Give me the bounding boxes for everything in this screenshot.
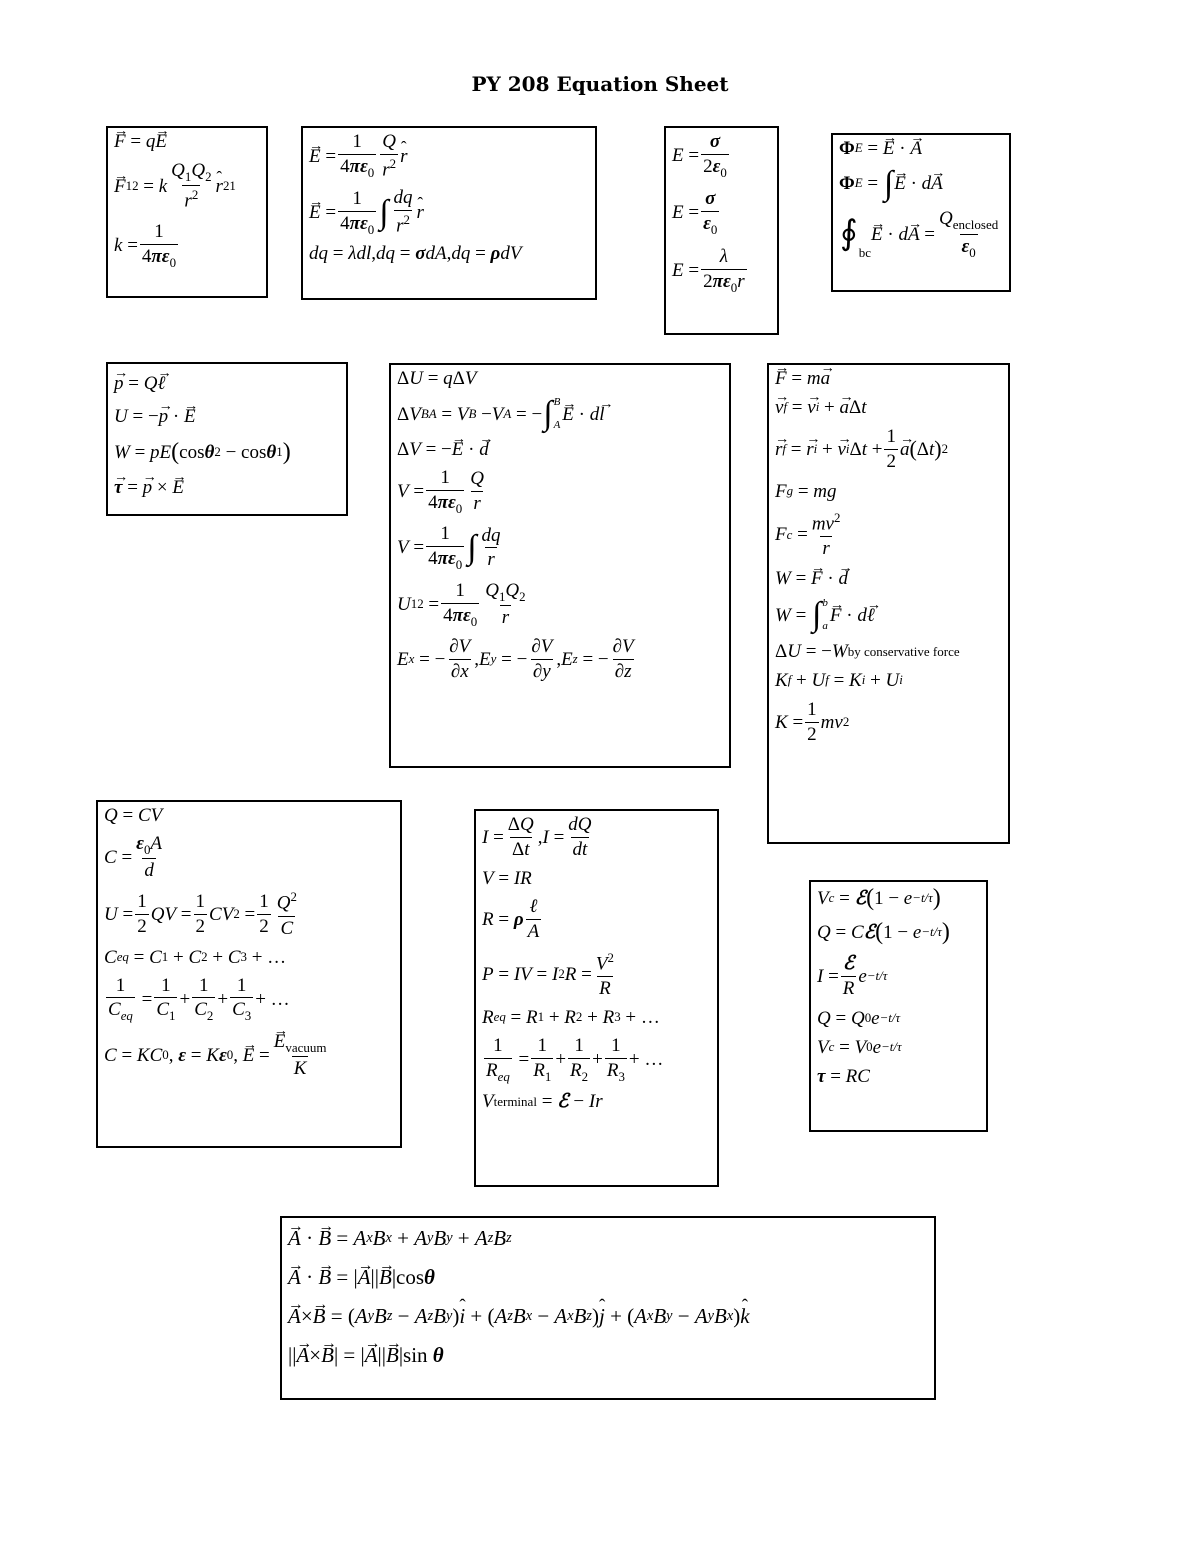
dipole-box [106, 362, 348, 516]
work-integral-equation: W = ∫ b a → F · d → ℓ [775, 598, 1002, 632]
sheet-field-box [664, 126, 779, 335]
force-field-equation: → F = q → E [114, 132, 260, 151]
rc-current-equation: I = $\frac{\text{ℰ}}{R}$ e −t/τ [817, 953, 888, 999]
time-constant-equation: τ = R C [817, 1065, 870, 1087]
resistance-equation: R = ρ $\frac{\text{ℓ}}{A}$ [482, 895, 540, 942]
rc-circuit-box [809, 880, 988, 1132]
charged-plane-equation: E = $\frac{\sigma}{2\varepsilon_0}$ [672, 131, 727, 180]
work-dot-equation: W = → F · → d [775, 569, 1002, 588]
vector-products-box [280, 1216, 936, 1400]
potential-difference-integral-equation: Δ V BA = V B − V A = − ∫ B A → E · d → l [397, 397, 723, 431]
parallel-plate-capacitance-equation: C = $\frac{\varepsilon_0A}{d}$ [104, 833, 163, 882]
coulomb-constant-equation: k = $\frac{1}{4\pi\varepsilon_0}$ [114, 220, 177, 270]
parallel-capacitance-equation: C eq = C 1 + C 2 + C 3 + … [104, 946, 287, 968]
series-resistance-equation: R eq = R 1 + R 2 + R 3 + … [482, 1006, 660, 1028]
uniform-field-potential-equation: Δ V = − → E · → d [397, 440, 723, 459]
cross-product-components-equation: → A × → B = ( A y B z − A z B y ) ˆ i + ( A z B x − A x B z ) ˆ j + ( A x B y − A y B x ) ˆ k [288, 1306, 928, 1327]
dot-product-components-equation: → A · → B = A x B x + A y B y + A z B z [288, 1228, 928, 1249]
capacitor-energy-equation: U = $\frac{1}{2}$ Q V = $\frac{1}{2}$ C V 2 = $\frac{1}{2}$ $\frac{Q^2}{C}$ [104, 889, 297, 939]
circuit-box [474, 809, 719, 1187]
dipole-work-equation: W = p E ( cos θ 2 − cos θ 1 ) [114, 439, 291, 465]
dipole-torque-equation: → τ = → p × → E [114, 478, 340, 497]
capacitor-box [96, 800, 402, 1148]
energy-conservation-equation: K f + U f = K i + U i [775, 670, 903, 692]
continuous-field-equation: → E = $\frac{1}{4\pi\varepsilon_0}$ ∫ $\frac{dq}{r^2}$ ˆ r [309, 188, 589, 236]
dielectric-equation: C = K C 0 , ε = K ε 0 , → E = → $\frac{E_{vacuum}}{K}$ [104, 1032, 394, 1079]
dipole-energy-equation: U = − → p · → E [114, 407, 340, 426]
newton-second-law-equation: → F = m → a [775, 369, 1002, 388]
terminal-voltage-equation: V terminal = ℰ − I r [482, 1091, 603, 1113]
rc-discharge-charge-equation: Q = Q 0 e −t/τ [817, 1007, 901, 1029]
gravity-force-equation: F g = m g [775, 480, 837, 502]
page-title: PY 208 Equation Sheet [471, 72, 729, 96]
potential-energy-change-equation: Δ U = q Δ V [397, 368, 477, 389]
gauss-law-equation: ∮ $_{bc}$ → E · d → A = $\frac{Q_{enclosed}}{\varepsilon_0}$ [839, 209, 1003, 259]
capacitance-definition-equation: Q = C V [104, 805, 163, 826]
power-equation: P = I V = I 2 R = $\frac{V^2}{R}$ [482, 949, 614, 1000]
flux-integral-equation: Φ E = ∫ → E · d → A [839, 170, 1003, 197]
pair-energy-equation: U 12 = $\frac{1}{4\pi\varepsilon_0}$ $\frac{Q_1Q_2}{r}$ [397, 579, 526, 629]
kinetic-energy-equation: K = $\frac{1}{2}$ m v 2 [775, 699, 850, 746]
continuous-potential-equation: V = $\frac{1}{4\pi\varepsilon_0}$ ∫ $\frac{dq}{r}$ [397, 523, 501, 573]
parallel-resistance-equation: $\frac{1}{R_{eq}}$ = $\frac{1}{R_1}$ + $\frac{1}{R_2}$ + $\frac{1}{R_3}$ + … [486, 1034, 664, 1084]
cross-product-magnitude-equation: | | → A × → B | = | → A | | → B | sin θ [288, 1345, 928, 1366]
line-charge-equation: E = $\frac{\lambda}{2\pi\varepsilon_0r}$ [672, 245, 745, 295]
rc-charging-voltage-equation: V c = ℰ ( 1 − e −t/τ ) [817, 885, 941, 911]
point-potential-equation: V = $\frac{1}{4\pi\varepsilon_0}$ $\frac{Q}{r}$ [397, 467, 484, 516]
potential-box [389, 363, 731, 768]
dipole-moment-equation: → p = Q → ℓ [114, 374, 340, 393]
flux-equation: Φ E = → E · → A [839, 139, 1003, 158]
flux-box [831, 133, 1011, 292]
centripetal-force-equation: F c = $\frac{mv^2}{r}$ [775, 509, 841, 560]
ohms-law-equation: V = I R [482, 867, 532, 889]
velocity-kinematics-equation: → v f = → v i + → a Δ t [775, 398, 1002, 417]
coulomb-law-box [106, 126, 268, 298]
position-kinematics-equation: → r f = → r i + → v i Δ t + $\frac{1}{2}$ → a ( Δ t ) 2 [775, 427, 1002, 472]
point-field-equation: → E = $\frac{1}{4\pi\varepsilon_0}$ $\frac{Q}{r^2}$ ˆ r [309, 132, 589, 180]
series-capacitance-equation: $\frac{1}{C_{eq}}$ = $\frac{1}{C_1}$ + $\frac{1}{C_2}$ + $\frac{1}{C_3}$ + … [108, 974, 290, 1024]
charge-density-equation: d q = λ d l , d q = σ d A , d q = ρ d V [309, 243, 522, 265]
conductor-surface-equation: E = $\frac{\sigma}{\varepsilon_0}$ [672, 188, 718, 238]
current-definition-equation: I = $\frac{\Delta Q}{\Delta t}$ , I = $\frac{dQ}{dt}$ [482, 814, 592, 860]
rc-charging-charge-equation: Q = C ℰ ( 1 − e −t/τ ) [817, 919, 950, 945]
dot-product-magnitude-equation: → A · → B = | → A | | → B | cos θ [288, 1267, 928, 1288]
mechanics-box [767, 363, 1010, 844]
electric-field-box [301, 126, 597, 300]
coulomb-force-equation: → F 12 = k $\frac{Q_1Q_2}{r^2}$ ˆ r 21 [114, 161, 260, 212]
field-from-potential-equation: E x = − $\frac{\partial V}{\partial x}$ , E y = − $\frac{\partial V}{\partial y}$ , E z = − $\frac{\partial V}{\partial z}$ [397, 635, 634, 682]
rc-discharge-voltage-equation: V c = V 0 e −t/τ [817, 1036, 902, 1058]
conservative-work-equation: Δ U = − W by conservative force [775, 641, 960, 663]
